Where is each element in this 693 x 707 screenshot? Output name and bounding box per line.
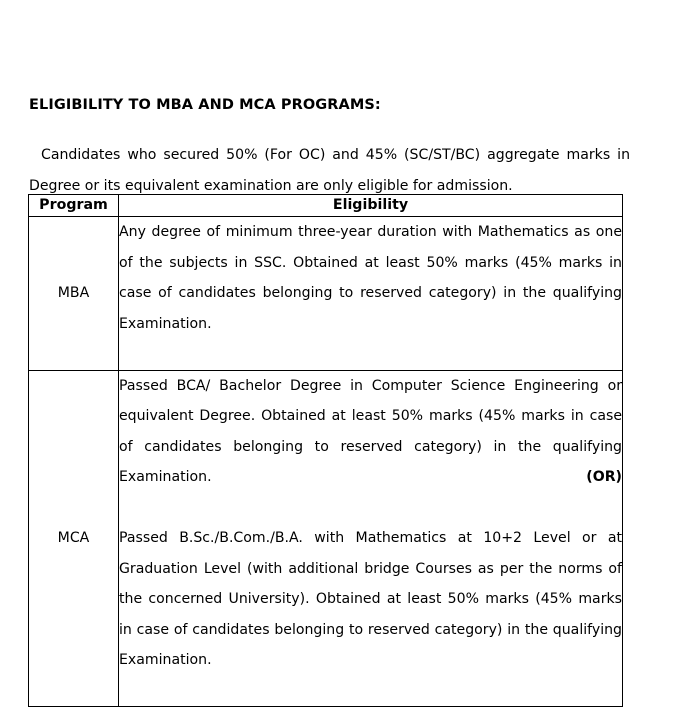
eligibility-table	[28, 194, 623, 707]
eligibility-paragraph-option-two: Passed B.Sc./B.Com./B.A. with Mathematics at 10+2 Level or at Graduation Level (with additional bridge Courses as per the norms of the concerned University). Obtained at least 50% marks (45% marks in case of candidates belonging to reserved category) in the qualifying Examination.	[119, 530, 622, 668]
or-separator-label: (OR)	[586, 469, 622, 485]
eligibility-paragraph-option-one	[119, 371, 622, 524]
eligibility-paragraph: Any degree of minimum three-year duration with Mathematics as one of the subjects in SSC. Obtained at least 50% marks (45% marks in case of candidates belonging to reserved category) in the qualifying Examination.	[119, 224, 622, 332]
eligibility-text-lead: Passed BCA/ Bachelor Degree in Computer Science Engineering or equivalent Degree. Obtained at least 50% marks (45% marks in case of candidates belonging to reserved category) in the qualifying Examination.	[119, 377, 622, 485]
cell-eligibility-mca	[119, 370, 623, 707]
column-header-eligibility: Eligibility	[119, 195, 623, 217]
table-row	[29, 217, 623, 371]
cell-program-mca: MCA	[29, 370, 119, 707]
intro-paragraph: Candidates who secured 50% (For OC) and 45% (SC/ST/BC) aggregate marks in Degree or its equivalent examination are only eligible for admission.	[29, 147, 630, 194]
table-row	[29, 370, 623, 707]
cell-eligibility-mba	[119, 217, 623, 371]
table-header	[29, 195, 623, 217]
column-header-program: Program	[29, 195, 119, 217]
cell-program-mba: MBA	[29, 217, 119, 371]
table-header-row	[29, 195, 623, 217]
page-title: ELIGIBILITY TO MBA AND MCA PROGRAMS:	[29, 97, 381, 113]
table-body	[29, 217, 623, 707]
